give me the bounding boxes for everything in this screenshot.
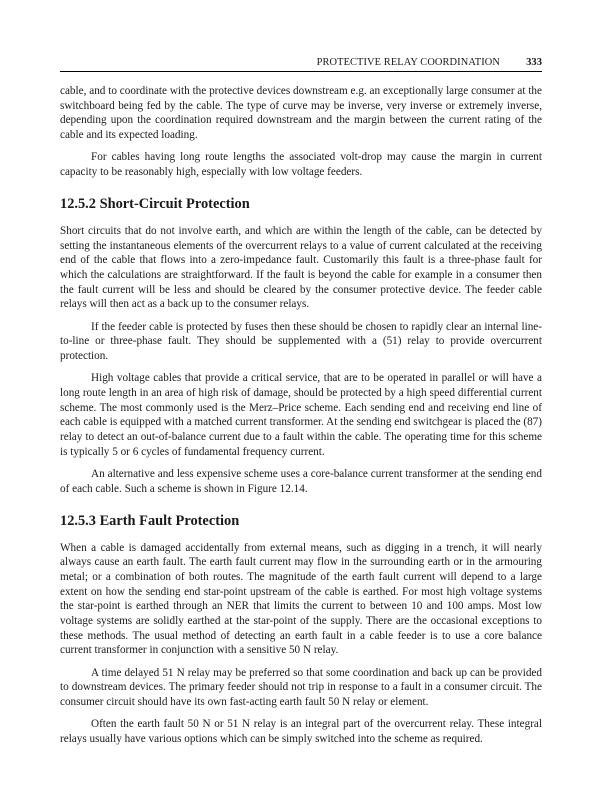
page-number: 333 [526, 57, 542, 68]
section-heading-earth-fault: 12.5.3 Earth Fault Protection [60, 512, 240, 529]
paragraph: For cables having long route lengths the associated volt-drop may cause the margin in current capacity to be reasonably high, especially with low voltage feeders. [60, 151, 542, 179]
paragraph: cable, and to coordinate with the protective devices downstream e.g. an exceptionally large consumer at the switchboard being fed by the cable. The type of curve may be inverse, very inverse or extremely inverse, depending upon the coordination required downstream and the margin between the current rating of the cable and its expected loading. [60, 85, 542, 142]
paragraph: If the feeder cable is protected by fuses then these should be chosen to rapidly clear an internal line-to-line or three-phase fault. They should be supplemented with a (51) relay to provide overcurrent protection. [60, 320, 542, 363]
paragraph: Often the earth fault 50 N or 51 N relay is an integral part of the overcurrent relay. These integral relays usually have various options which can be simply switched into the scheme as required. [60, 718, 542, 746]
page-body [60, 84, 542, 754]
paragraph: Short circuits that do not involve earth, and which are within the length of the cable, can be detected by setting the instantaneous elements of the overcurrent relays to a value of current calculated at the receiving end of the cable that flows into a zero-impedance fault. Customarily this fault is a three-phase fault for which the calculations are straightforward. If the fault is beyond the cable for example in a consumer then the fault current will be less and should be cleared by the consumer protective device. The feeder cable relays will then act as a back up to the consumer relays. [60, 224, 542, 311]
running-header [60, 57, 542, 72]
paragraph: High voltage cables that provide a critical service, that are to be operated in parallel or will have a long route length in an area of high risk of damage, should be protected by a high speed differential current scheme. The most commonly used is the Merz–Price scheme. Each sending end and receiving end line of each cable is equipped with a matched current transformer. At the sending end switchgear is placed the (87) relay to detect an out-of-balance current due to a fault within the cable. The operating time for this scheme is typically 5 or 6 cycles of fundamental frequency current. [60, 372, 542, 458]
section-heading-short-circuit: 12.5.2 Short-Circuit Protection [60, 195, 250, 212]
running-title: PROTECTIVE RELAY COORDINATION [316, 57, 500, 68]
paragraph: A time delayed 51 N relay may be preferred so that some coordination and back up can be provided to downstream devices. The primary feeder should not trip in response to a fault in a consumer circuit. The consumer circuit should have its own fast-acting earth fault 50 N relay or element. [60, 666, 542, 709]
paragraph: An alternative and less expensive scheme uses a core-balance current transformer at the sending end of each cable. Such a scheme is shown in Figure 12.14. [60, 468, 542, 495]
paragraph: When a cable is damaged accidentally from external means, such as digging in a trench, it will nearly always cause an earth fault. The earth fault current may flow in the surrounding earth or in the armouring metal; or a combination of both routes. The magnitude of the earth fault current will depend to a large extent on how the sending end star-point upstream of the cable is earthed. For most high voltage systems the star-point is earthed through an NER that limits the current to between 10 and 100 amps. Most low voltage systems are solidly earthed at the star-point of the supply. There are the occasional exceptions to these methods. The usual method of detecting an earth fault in a cable feeder is to use a core balance current transformer in conjunction with a sensitive 50 N relay. [60, 541, 542, 657]
